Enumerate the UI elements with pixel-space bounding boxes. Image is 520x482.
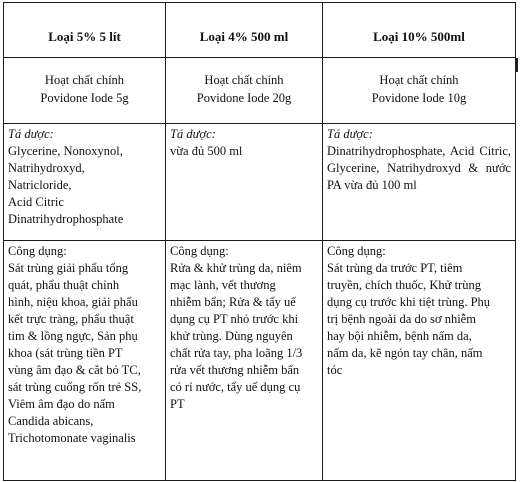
uses-line: có rỉ nước, tẩy uế dụng cụ (170, 380, 301, 394)
active-label: Hoạt chất chính (44, 73, 125, 87)
uses-label: Công dụng: (170, 244, 229, 258)
header-row (4, 3, 516, 58)
uses-line: trị bệnh ngoài da do sơ nhiễm (327, 312, 476, 326)
excipient-text: Dinatrihydrophosphate, Acid Citric, Glycerine, Natrihydroxyd & nước PA vừa đủ 100 ml (327, 144, 511, 192)
active-value: Povidone Iode 10g (371, 91, 467, 105)
uses-line: Sát trùng da trước PT, tiêm (327, 261, 463, 275)
excipient-text: vừa đủ 500 ml (170, 144, 243, 158)
uses-line: Viêm âm đạo do nấm (8, 397, 115, 411)
uses-line: chất rửa tay, pha loãng 1/3 (170, 346, 303, 360)
active-value: Povidone Iode 20g (196, 91, 292, 105)
excipient-cell-2 (166, 124, 323, 241)
uses-line: quát, phẩu thuật chỉnh (8, 278, 120, 292)
excipient-item: Natrihydroxyd, (8, 161, 85, 175)
header-cell-1: Loại 5% 5 lít (4, 3, 166, 58)
uses-line: tim & lồng ngực, Sản phụ (8, 329, 138, 343)
uses-line: Sát trùng giải phẩu tổng (8, 261, 129, 275)
excipient-cell-3 (323, 124, 516, 241)
uses-cell-1 (4, 241, 166, 481)
uses-line: vùng âm đạo & cắt bỏ TC, (8, 363, 141, 377)
uses-cell-2 (166, 241, 323, 481)
uses-line: khử trùng. Dùng nguyên (170, 329, 293, 343)
uses-line: nhiễm bẩn; Rửa & tẩy uế (170, 295, 296, 309)
active-cell-3 (323, 58, 516, 124)
uses-label: Công dụng: (327, 244, 386, 258)
uses-label: Công dụng: (8, 244, 67, 258)
excipient-item: Dinatrihydrophosphate (8, 212, 124, 226)
active-label: Hoạt chất chính (379, 73, 459, 87)
excipient-item: Natricloride, (8, 178, 72, 192)
uses-line: dụng cụ trước khi tiệt trùng. Phụ (327, 295, 491, 309)
active-label: Hoạt chất chính (204, 73, 284, 87)
uses-line: Trichotomonate vaginalis (8, 431, 136, 445)
excipient-label: Tá dược: (327, 127, 373, 141)
active-cell-2 (166, 58, 323, 124)
uses-line: kết trực tràng, phẩu thuật (8, 312, 134, 326)
uses-line: sát trùng cuống rốn trẻ SS, (8, 380, 142, 394)
header-cell-2: Loại 4% 500 ml (166, 3, 323, 58)
excipient-row (4, 124, 516, 241)
uses-line: nấm da, kẽ ngón tay chân, nấm (327, 346, 483, 360)
uses-line: truyền, chích thuốc, Khử trùng (327, 278, 481, 292)
uses-line: dụng cụ PT nhỏ trước khi (170, 312, 299, 326)
excipient-item: Acid Citric (8, 195, 64, 209)
text-cursor-mark (516, 58, 518, 72)
excipient-label: Tá dược: (170, 127, 216, 141)
excipient-cell-1 (4, 124, 166, 241)
active-ingredient-row (4, 58, 516, 124)
uses-row (4, 241, 516, 481)
uses-line: PT (170, 397, 185, 411)
uses-line: khoa (sát trùng tiền PT (8, 346, 123, 360)
uses-cell-3 (323, 241, 516, 481)
active-cell-1 (4, 58, 166, 124)
uses-line: Candida abicans, (8, 414, 94, 428)
uses-line: hay bội nhiễm, bệnh nấm da, (327, 329, 472, 343)
uses-line: rửa vết thương nhiễm bẩn (170, 363, 300, 377)
active-value: Povidone Iode 5g (40, 91, 129, 105)
uses-line: Rửa & khử trùng da, niêm (170, 261, 302, 275)
product-table (3, 2, 516, 481)
uses-line: hình, niệu khoa, giải phẩu (8, 295, 138, 309)
uses-line: tóc (327, 363, 343, 377)
uses-line: mạc lành, vết thương (170, 278, 276, 292)
excipient-item: Glycerine, Nonoxynol, (8, 144, 123, 158)
header-cell-3: Loại 10% 500ml (323, 3, 516, 58)
excipient-label: Tá dược: (8, 127, 54, 141)
